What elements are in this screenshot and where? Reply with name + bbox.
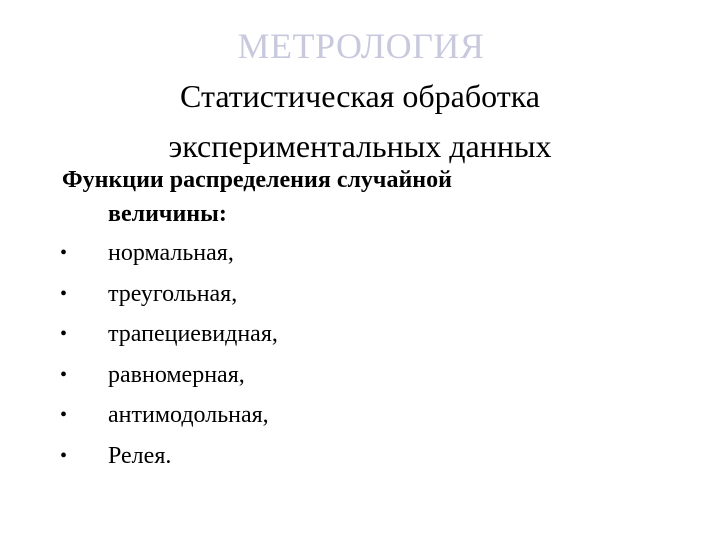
bullet: • [60, 404, 68, 426]
section-heading-line-2: величины: [108, 201, 227, 227]
bullet: • [60, 242, 68, 264]
list-item-text: равномерная, [108, 362, 245, 388]
bullet: • [60, 323, 68, 345]
slide-title-line-2: экспериментальных данных [168, 128, 552, 164]
bullet: • [60, 445, 68, 467]
bullet: • [60, 364, 68, 386]
list-item-text: антимодольная, [108, 402, 269, 428]
slide-title-line-1: Статистическая обработка [180, 78, 540, 114]
list-item-text: треугольная, [108, 281, 238, 307]
section-heading-line-1: Функции распределения случайной [62, 167, 452, 193]
list-item-text: нормальная, [108, 240, 234, 266]
bullet: • [60, 283, 68, 305]
list-item-text: Релея. [108, 443, 172, 469]
watermark-title: МЕТРОЛОГИЯ [237, 26, 485, 66]
list-item-text: трапециевидная, [108, 321, 278, 347]
